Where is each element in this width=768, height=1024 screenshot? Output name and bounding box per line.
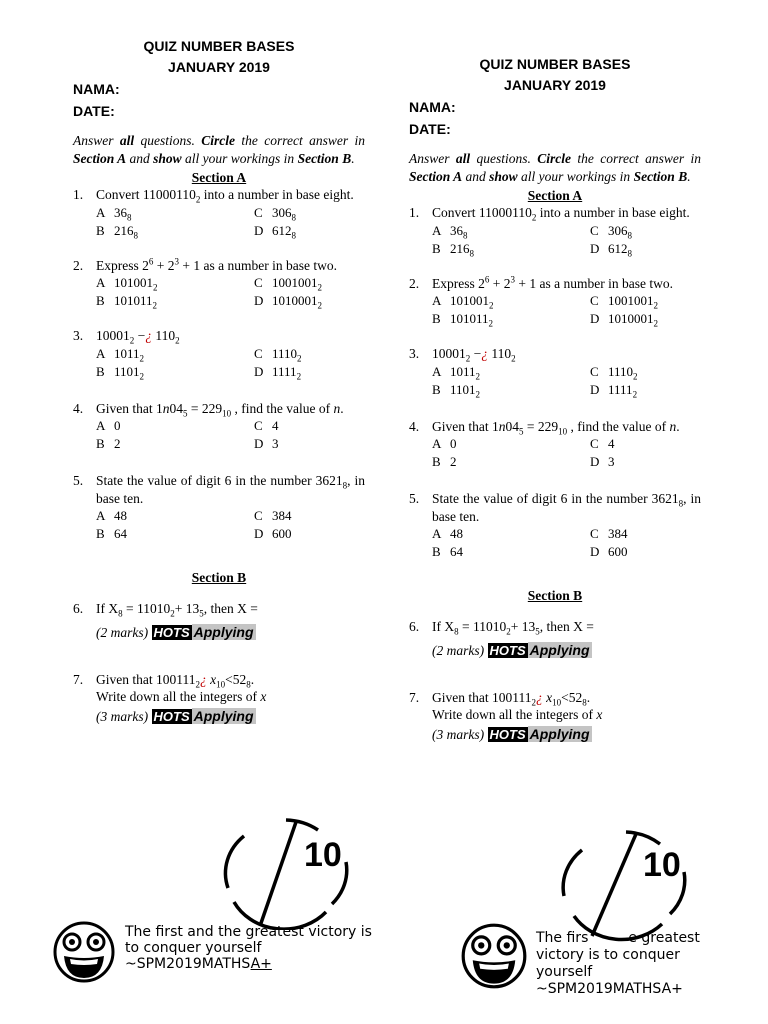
option-a[interactable]: A 48 [432, 526, 463, 541]
option-d[interactable]: D $1111_2$ [590, 381, 638, 400]
hots-tag: HOTS [153, 708, 190, 724]
question-2: 2. Express $2^6 + 2^3 + 1$ as a number in base two. [409, 274, 673, 291]
motivational-quote: The firs e greatest victory is to conquer yourself ~SPM2019MATHSA+ [536, 930, 700, 997]
question-3: 3. $10001_2$ −¿ $110_2$ [73, 328, 180, 346]
instructions: Answer all questions. Circle the correct answer in Section A and show all your workings in Section B. [409, 151, 701, 184]
section-b-heading: Section B [527, 588, 583, 603]
instructions: Answer all questions. Circle the correct answer in Section A and show all your workings in Section B. [73, 133, 365, 166]
option-d[interactable]: D 3 [254, 436, 279, 451]
smiley-face-icon [460, 922, 528, 990]
quiz-date-title: JANUARY 2019 [504, 77, 606, 93]
quiz-sheet-right [409, 54, 701, 745]
question-6: 6. If $X_8 = 11010_2+ 13_5$, then X = [73, 601, 258, 619]
option-d[interactable]: D $612_8$ [254, 222, 296, 241]
question-3-options [73, 345, 365, 381]
option-a[interactable]: A $101001_2$ [96, 275, 158, 293]
option-a[interactable]: A $36_8$ [432, 222, 468, 241]
option-a[interactable]: A 0 [96, 418, 121, 433]
option-c[interactable]: C 384 [254, 508, 292, 523]
hots-tag: HOTS [489, 642, 526, 658]
question-7-marks: (3 marks) HOTS Applying [432, 725, 590, 742]
option-d[interactable]: D $1111_2$ [254, 363, 302, 382]
question-4: 4. Given that $1n04_5 = 229_{10}$ , find the value of n. [409, 418, 680, 437]
question-6: 6. If $X_8 = 11010_2+ 13_5$, then X = [409, 619, 594, 637]
applying-tag: Applying [529, 725, 590, 742]
question-6-marks: (2 marks) HOTS Applying [432, 641, 590, 658]
question-7: 7. Given that $100111_2¿$ $x_{10}<52_8$. Write down all the integers of x [409, 689, 603, 722]
smiley-face-icon [52, 920, 116, 984]
question-3: 3. $10001_2$ −¿ $110_2$ [409, 346, 516, 364]
option-c[interactable]: C $1110_2$ [590, 363, 638, 382]
question-2-options [409, 292, 701, 328]
option-b[interactable]: B $1101_2$ [96, 363, 145, 382]
option-c[interactable]: C $1110_2$ [254, 345, 302, 364]
question-2: 2. Express $2^6 + 2^3 + 1$ as a number in base two. [73, 256, 337, 273]
question-6-marks: (2 marks) HOTS Applying [96, 623, 254, 640]
question-5: 5. State the value of digit 6 in the number $3621_8$, in base ten. [73, 473, 365, 506]
option-d[interactable]: D $1010001_2$ [254, 293, 322, 311]
question-5-options [409, 525, 701, 561]
option-b[interactable]: B $216_8$ [96, 222, 138, 241]
question-1-options [409, 222, 701, 258]
question-2-options [73, 274, 365, 310]
option-a[interactable]: A 0 [432, 436, 457, 451]
option-a[interactable]: A $1011_2$ [432, 363, 481, 382]
question-4-options [409, 435, 701, 471]
motivational-quote: The first and the greatest victory is to conquer yourself ~SPM2019MATHSA+ [125, 924, 372, 972]
quiz-sheet-left [73, 36, 365, 727]
option-a[interactable]: A $101001_2$ [432, 293, 494, 311]
option-b[interactable]: B $101011_2$ [96, 293, 158, 311]
option-b[interactable]: B $101011_2$ [432, 311, 494, 329]
option-d[interactable]: D 600 [590, 544, 628, 559]
section-a-heading: Section A [191, 170, 247, 185]
option-c[interactable]: C 384 [590, 526, 628, 541]
hots-tag: HOTS [153, 624, 190, 640]
option-c[interactable]: C 4 [590, 436, 615, 451]
hots-tag: HOTS [489, 726, 526, 742]
question-4: 4. Given that $1n04_5 = 229_{10}$ , find the value of n. [73, 400, 344, 419]
option-c[interactable]: C $306_8$ [590, 222, 632, 241]
name-field-label: NAMA: [409, 99, 456, 115]
option-d[interactable]: D 3 [590, 454, 615, 469]
option-a[interactable]: A 48 [96, 508, 127, 523]
question-5: 5. State the value of digit 6 in the number $3621_8$, in base ten. [409, 491, 701, 524]
option-a[interactable]: A $36_8$ [96, 204, 132, 223]
date-field-label: DATE: [409, 121, 451, 137]
option-b[interactable]: B $216_8$ [432, 240, 474, 259]
question-7-marks: (3 marks) HOTS Applying [96, 707, 254, 724]
question-4-options [73, 417, 365, 453]
quiz-date-title: JANUARY 2019 [168, 59, 270, 75]
section-b-heading: Section B [191, 570, 247, 585]
option-d[interactable]: D $612_8$ [590, 240, 632, 259]
question-7: 7. Given that $100111_2¿$ $x_{10}<52_8$. Write down all the integers of x [73, 671, 267, 704]
section-a-heading: Section A [527, 188, 583, 203]
option-b[interactable]: B 64 [96, 526, 127, 541]
quiz-title: QUIZ NUMBER BASES [143, 38, 295, 54]
option-c[interactable]: C $306_8$ [254, 204, 296, 223]
option-c[interactable]: C $1001001_2$ [590, 293, 658, 311]
question-3-options [409, 363, 701, 399]
question-1: 1. Convert $11000110_2$ into a number in base eight. [73, 187, 354, 205]
applying-tag: Applying [529, 641, 590, 658]
question-1: 1. Convert $11000110_2$ into a number in base eight. [409, 205, 690, 223]
score-value: 10 [643, 846, 681, 884]
option-b[interactable]: B 2 [96, 436, 121, 451]
option-a[interactable]: A $1011_2$ [96, 345, 145, 364]
quiz-title: QUIZ NUMBER BASES [479, 56, 631, 72]
option-c[interactable]: C $1001001_2$ [254, 275, 322, 293]
applying-tag: Applying [193, 623, 254, 640]
option-b[interactable]: B 64 [432, 544, 463, 559]
option-d[interactable]: D 600 [254, 526, 292, 541]
date-field-label: DATE: [73, 103, 115, 119]
option-b[interactable]: B 2 [432, 454, 457, 469]
question-5-options [73, 507, 365, 543]
applying-tag: Applying [193, 707, 254, 724]
question-1-options [73, 204, 365, 240]
name-field-label: NAMA: [73, 81, 120, 97]
score-value: 10 [304, 836, 342, 874]
option-c[interactable]: C 4 [254, 418, 279, 433]
option-b[interactable]: B $1101_2$ [432, 381, 481, 400]
option-d[interactable]: D $1010001_2$ [590, 311, 658, 329]
